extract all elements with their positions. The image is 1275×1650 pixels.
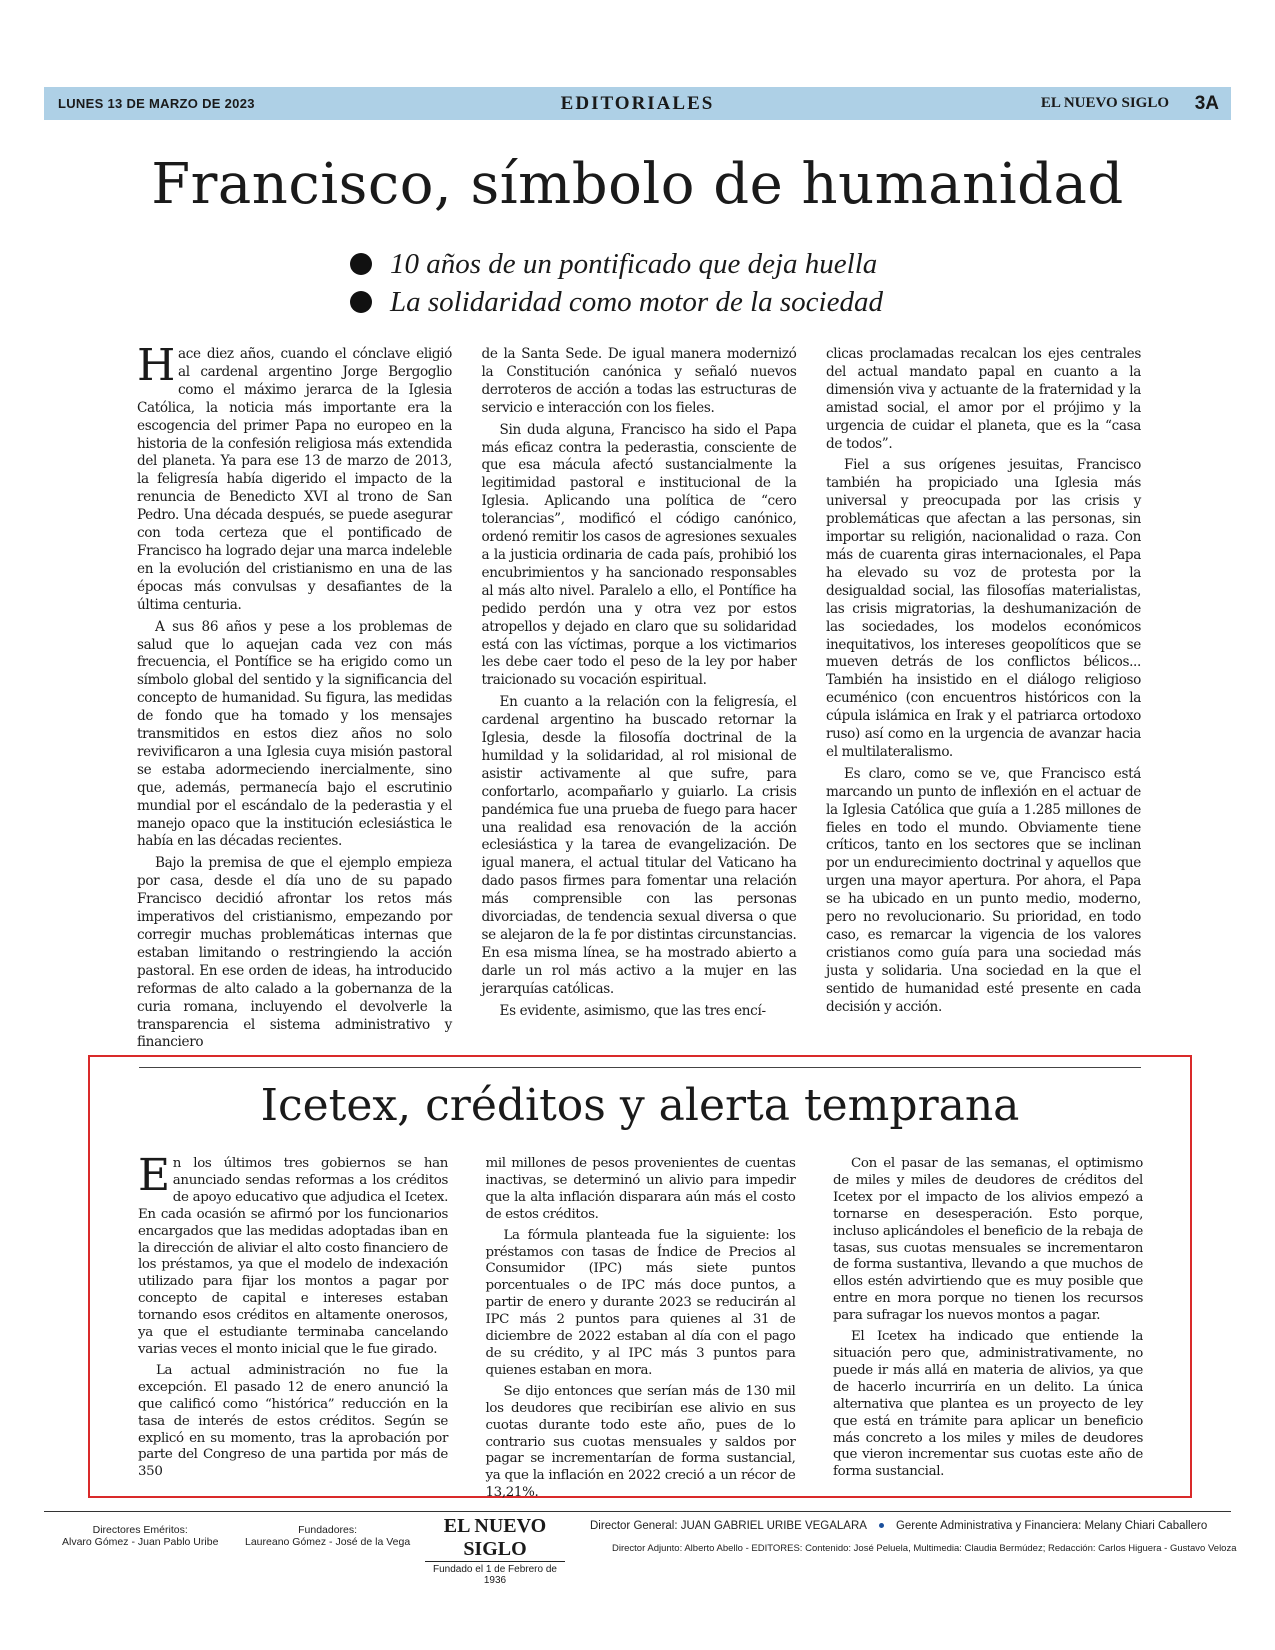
paragraph: Es evidente, asimismo, que las tres encí- — [499, 1002, 766, 1019]
paragraph: Con el pasar de las semanas, el optimismo de miles y miles de deudores de créditos del Icetex por el impacto de los alivios empezó a tornarse en desesperación. Esto porque, incluso aplicándoles el beneficio de la rebaja de tasas, sus cuotas mensuales se incrementaron de forma sustantiva, llevando a que muchos de ellos estén advirtiendo que es muy posible que entre en mora porque no tienen los recursos para sufragar los nuevos montos a pagar. — [833, 1156, 1143, 1324]
column-3 — [833, 1156, 1143, 1486]
editorial-body — [138, 1150, 1143, 1501]
fundadores: Fundadores: Laureano Gómez - José de la Vega — [245, 1524, 411, 1548]
gerente: Gerente Administrativa y Financiera: Melany Chiari Caballero — [895, 1520, 1208, 1532]
drop-cap: E — [138, 1150, 170, 1201]
paragraph: En los últimos tres gobiernos se han anunciado sendas reformas a los créditos de apoyo educativo que adjudica el Icetex. En cada ocasión se afirmó por los funcionarios encargados que las medidas adoptadas iban en la dirección de aliviar el alto costo financiero de los préstamos, ya que el modelo de indexación utilizado para fijar los montos a pagar por concepto de capital e intereses estaban tornando esos créditos en altamente onerosos, ya que el estudiante terminaba cancelando varias veces el monto inicial que le fue girado. — [138, 1150, 448, 1357]
paragraph: En cuanto a la relación con la feligresía, el cardenal argentino ha buscado retornar la Iglesia, desde la filosofía doctrinal de la humildad y la solidaridad, al rol misional de asistir activamente al que sufre, para confortarlo, acompañarlo y guiarlo. La crisis pandémica fue una prueba de fuego para hacer una realidad esa renovación de la acción eclesiástica y la tarea de evangelización. De igual manera, el actual titular del Vaticano ha dado pasos firmes para fomentar una relación más comprensible con las personas divorciadas, de tendencia sexual diversa o que se alejaron de la fe por distintas circunstancias. En esa misma línea, se ha mostrado abierto a darle un rol más activo a la mujer en las jerarquías católicas. — [481, 694, 797, 997]
founded-date: Fundado el 1 de Febrero de 1936 — [433, 1564, 557, 1586]
bullet-icon — [879, 1523, 884, 1528]
paragraph: El Icetex ha indicado que entiende la situación pero que, administrativamente, no puede ir más allá en materia de alivios, ya que de hacerlo incurriría en un delito. La única alternativa que plantea es un proyecto de ley que está en trámite para aplicar un beneficio más concreto a los miles y miles de deudores que vieron incrementar sus cuotas este año de forma sustancial. — [833, 1329, 1143, 1480]
footer-logo — [425, 1515, 565, 1586]
paragraph: Hace diez años, cuando el cónclave eligió al cardenal argentino Jorge Bergoglio como el máximo jerarca de la Iglesia Católica, la noticia más importante era la escogencia del primer Papa no europeo en la historia de la confesión religiosa más extendida del planeta. Ya para ese 13 de marzo de 2013, la feligresía había digerido el impacto de la renuncia de Benedicto XVI al trono de San Pedro. Una década después, se puede asegurar con toda certeza que el pontificado de Francisco ha logrado dejar una marca indeleble en la evolución del cristianismo en una de las épocas más convulsas y desafiantes de la última centuria. — [137, 340, 452, 613]
divider — [139, 1067, 1141, 1068]
director-general: Director General: JUAN GABRIEL URIBE VEGALARA — [590, 1520, 867, 1532]
staff-line-2: Director Adjunto: Alberto Abello - EDITORES: Contenido: José Peluela, Multimedia: Claudia Bermúdez; Redacción: Carlos Higuera - Gustavo Veloza — [612, 1543, 1237, 1554]
paragraph: Bajo la premisa de que el ejemplo empieza por casa, desde el día uno de su papado Francisco decidió afrontar los retos más imperativos del cristianismo, empezando por corregir muchas problemáticas internas que estaban limitando o restringiendo la acción pastoral. En ese orden de ideas, ha introducido reformas de alto calado a la gobernanza de la curia romana, incluyendo el devolverle la transparencia el sistema administrativo y financiero — [137, 855, 452, 1051]
header-bar — [44, 87, 1231, 120]
section-name: EDITORIALES — [560, 92, 715, 114]
column-3 — [826, 346, 1141, 1041]
subtitle-item — [350, 245, 1050, 283]
paragraph: A sus 86 años y pese a los problemas de salud que lo aquejan cada vez con más frecuencia, el Pontífice se ha erigido como un símbolo global del sentido y la significancia del concepto de humanidad. Su figura, las medidas de fondo que ha tomado y los mensajes transmitidos en estos diez años no solo revivificaron a una Iglesia cuya misión pastoral se estaba adormeciendo inercialmente, sino que, además, permanecía bajo el escrutinio mundial por el escándalo de la pederastia y el manejo opaco que la institución eclesiástica le había en las décadas recientes. — [137, 618, 452, 850]
paragraph: La fórmula planteada fue la siguiente: los préstamos con tasas de Índice de Precios al Consumidor (IPC) más siete puntos porcentuales o de IPC más doce puntos, a partir de enero y durante 2023 se reducirán al IPC más 2 puntos para quienes al 31 de diciembre de 2022 estaban al día con el pago de su crédito, y al IPC más 3 puntos para quienes estaban en mora. — [485, 1227, 796, 1378]
subtitle-text: La solidaridad como motor de la sociedad — [390, 285, 883, 318]
column-1 — [138, 1150, 448, 1486]
highlighted-editorial-box — [88, 1055, 1192, 1501]
paragraph: Se dijo entonces que serían más de 130 mil los deudores que recibirían ese alivio en sus cuotas durante todo este año, pues de lo contrario sus cuotas mensuales y saldos por pagar se incrementarían de forma sustancial, ya que la inflación en 2022 creció a un récor de 13,21%. — [485, 1383, 796, 1501]
paragraph: de la Santa Sede. De igual manera modernizó la Constitución canónica y señaló nuevos derroteros de acción a todas las estructuras de servicio e interacción con los fieles. — [481, 346, 797, 416]
paragraph: Fiel a sus orígenes jesuitas, Francisco también ha propiciado una Iglesia más universal y preocupada por las crisis y problemáticas que afectan a las personas, sin importar su religión, nacionalidad o raza. Con más de cuarenta giras internacionales, el Papa ha elevado su voz de protesta por la desigualdad social, las filosofías materialistas, las crisis migratorias, la deshumanización de las sociedades, los modelos económicos inequitativos, los intereses geopolíticos que se mueven detrás de los conflictos bélicos... También ha insistido en el diálogo religioso ecuménico (con encuentros históricos con la cúpula islámica en Irak y el patriarca ortodoxo ruso) así como en la urgencia de avanzar hacia el multilateralismo. — [826, 457, 1141, 760]
subtitle-item — [350, 283, 1050, 321]
header-date: LUNES 13 DE MARZO DE 2023 — [58, 96, 255, 111]
editorial-title: Icetex, créditos y alerta temprana — [260, 1080, 1020, 1131]
column-2 — [482, 346, 797, 1041]
editorial-title: Francisco, símbolo de humanidad — [151, 152, 1124, 217]
editorial-subtitles — [350, 245, 1050, 321]
drop-cap: H — [137, 340, 176, 391]
page-number: 3A — [1194, 92, 1219, 114]
paragraph: mil millones de pesos provenientes de cuentas inactivas, se determinó un alivio para impedir que la alta inflación disparara aún más el costo de estos créditos. — [485, 1156, 796, 1222]
subtitle-text: 10 años de un pontificado que deja huella — [390, 247, 878, 280]
newspaper-brand: EL NUEVO SIGLO — [1040, 95, 1169, 111]
bullet-icon — [350, 253, 372, 275]
directores-emeritos: Directores Eméritos: Alvaro Gómez - Juan Pablo Uribe — [62, 1524, 219, 1548]
staff-line-1 — [590, 1520, 1207, 1532]
paragraph: La actual administración no fue la excepción. El pasado 12 de enero anunció la que calificó como “histórica” reducción en la tasa de interés de estos créditos. Según se explicó en su momento, tras la aprobación por parte del Congreso de una partida por más de 350 — [138, 1362, 448, 1480]
column-1 — [137, 340, 452, 1051]
bullet-icon — [350, 291, 372, 313]
footer-divider — [44, 1511, 1231, 1512]
paragraph: Sin duda alguna, Francisco ha sido el Papa más eficaz contra la pederastia, consciente de que esa mácula afectó sustancialmente la legitimidad pastoral e institucional de la Iglesia. Aplicando una política de “cero tolerancias”, modificó el código canónico, ordenó remitir los casos de agresiones sexuales a la justicia ordinaria de cada país, prohibió los encubrimientos y ha sancionado responsables al más alto nivel. Paralelo a ello, el Pontífice ha pedido perdón una y otra vez por estos atropellos y dejado en claro que su solidaridad está con las víctimas, porque a los victimarios les debe caer todo el peso de la ley por haber traicionado su vocación espiritual. — [481, 421, 797, 689]
column-2 — [485, 1156, 796, 1501]
paragraph: Es claro, como se ve, que Francisco está marcando un punto de inflexión en el actuar de la Iglesia Católica que guía a 1.285 millones de fieles en todo el mundo. Obviamente tiene críticos, tanto en los sectores que se inclinan por un endurecimiento doctrinal y aquellos que urgen una mayor apertura. Por ahora, el Papa se ha ubicado en un punto medio, moderno, pero no revolucionario. Su prioridad, en todo caso, es remarcar la vigencia de los valores cristianos como guía para una sociedad más justa y solidaria. Una sociedad en la que el sentido de humanidad esté presente en cada decisión y acción. — [826, 765, 1141, 1015]
logo: EL NUEVO SIGLO — [425, 1515, 565, 1562]
editorial-body — [137, 340, 1141, 1051]
paragraph: clicas proclamadas recalcan los ejes centrales del actual mandato papal en cuanto a la dimensión viva y actuante de la fraternidad y la amistad social, el amor por el prójimo y la urgencia de cuidar el planeta, que es la “casa de todos”. — [826, 346, 1141, 452]
